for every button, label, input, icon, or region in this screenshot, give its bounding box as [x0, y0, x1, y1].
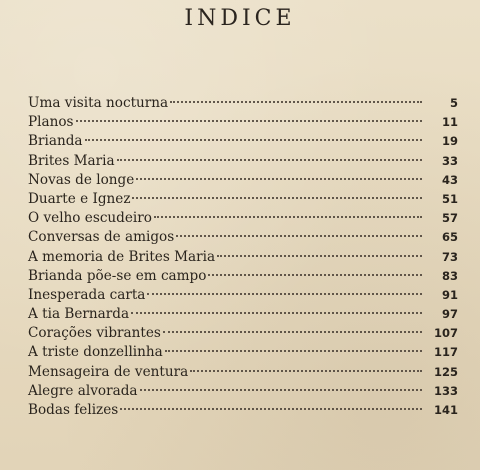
toc-entry-title: Mensageira de ventura — [28, 363, 189, 380]
dot-leader — [117, 159, 422, 161]
toc-entry — [28, 286, 458, 305]
toc-entry-page: 125 — [433, 364, 458, 379]
dot-leader — [170, 101, 422, 103]
dot-leader — [217, 255, 422, 257]
dot-leader — [76, 120, 422, 122]
toc-entry-title: A triste donzellinha — [28, 344, 163, 361]
toc-entry — [28, 305, 458, 324]
toc-entry-page: 107 — [433, 326, 458, 341]
dot-leader — [176, 235, 422, 237]
toc-entry — [28, 113, 458, 132]
toc-entry-page: 51 — [441, 191, 458, 206]
toc-entry-title: Inesperada carta — [28, 286, 146, 303]
dot-leader — [163, 331, 422, 333]
toc-entry-title: Planos — [28, 114, 74, 131]
toc-entry-page: 117 — [433, 345, 458, 360]
toc-entry-page: 57 — [441, 211, 458, 226]
toc-entry-page: 5 — [449, 96, 458, 110]
toc-entry-title: Brites Maria — [28, 152, 115, 169]
toc-entry-page: 91 — [441, 287, 458, 302]
toc-entry-page: 73 — [441, 249, 458, 264]
toc-entry — [28, 132, 458, 151]
toc-entry — [28, 248, 458, 267]
toc-entry-page: 33 — [441, 153, 458, 168]
dot-leader — [136, 178, 422, 180]
toc-entry-title: O velho escudeiro — [28, 210, 152, 227]
dot-leader — [120, 408, 422, 410]
toc-entry — [28, 209, 458, 228]
toc-entry — [28, 94, 458, 113]
toc-entry — [28, 382, 458, 401]
toc-entry — [28, 343, 458, 362]
toc-entry — [28, 190, 458, 209]
toc-entry-page: 43 — [441, 172, 458, 187]
toc-entry — [28, 267, 458, 286]
toc-entry-title: Brianda — [28, 133, 83, 150]
page-title: INDICE — [184, 6, 296, 31]
dot-leader — [208, 274, 422, 276]
dot-leader — [85, 139, 422, 141]
dot-leader — [147, 293, 422, 295]
toc-entry-page: 97 — [441, 307, 458, 322]
toc-entry-title: Conversas de amigos — [28, 229, 175, 246]
toc-entry — [28, 228, 458, 247]
toc-entry-title: Corações vibrantes — [28, 325, 161, 342]
toc-entry-title: Alegre alvorada — [28, 382, 138, 399]
toc-entry-title: Novas de longe — [28, 171, 135, 188]
dot-leader — [131, 312, 422, 314]
toc-entry-title: Duarte e Ignez — [28, 190, 131, 207]
toc-entry-title: Uma visita nocturna — [28, 95, 169, 111]
toc-entry-page: 133 — [433, 383, 458, 398]
dot-leader — [154, 216, 422, 218]
toc-entry — [28, 152, 458, 171]
toc-entry-page: 19 — [441, 134, 458, 149]
toc-entry-page: 11 — [441, 115, 458, 130]
dot-leader — [165, 350, 422, 352]
toc-entry-title: Brianda põe-se em campo — [28, 267, 207, 284]
toc-entry-title: A memoria de Brites Maria — [28, 248, 216, 265]
toc-entry-page: 83 — [441, 268, 458, 283]
toc-entry — [28, 363, 458, 382]
dot-leader — [132, 197, 422, 199]
toc-entry-title: Bodas felizes — [28, 402, 119, 418]
toc-entry-page: 141 — [433, 403, 458, 417]
table-of-contents — [28, 94, 458, 420]
toc-entry — [28, 171, 458, 190]
dot-leader — [140, 389, 422, 391]
toc-entry-title: A tia Bernarda — [28, 306, 130, 323]
toc-entry — [28, 324, 458, 343]
toc-entry — [28, 401, 458, 420]
dot-leader — [190, 370, 422, 372]
toc-entry-page: 65 — [441, 230, 458, 245]
